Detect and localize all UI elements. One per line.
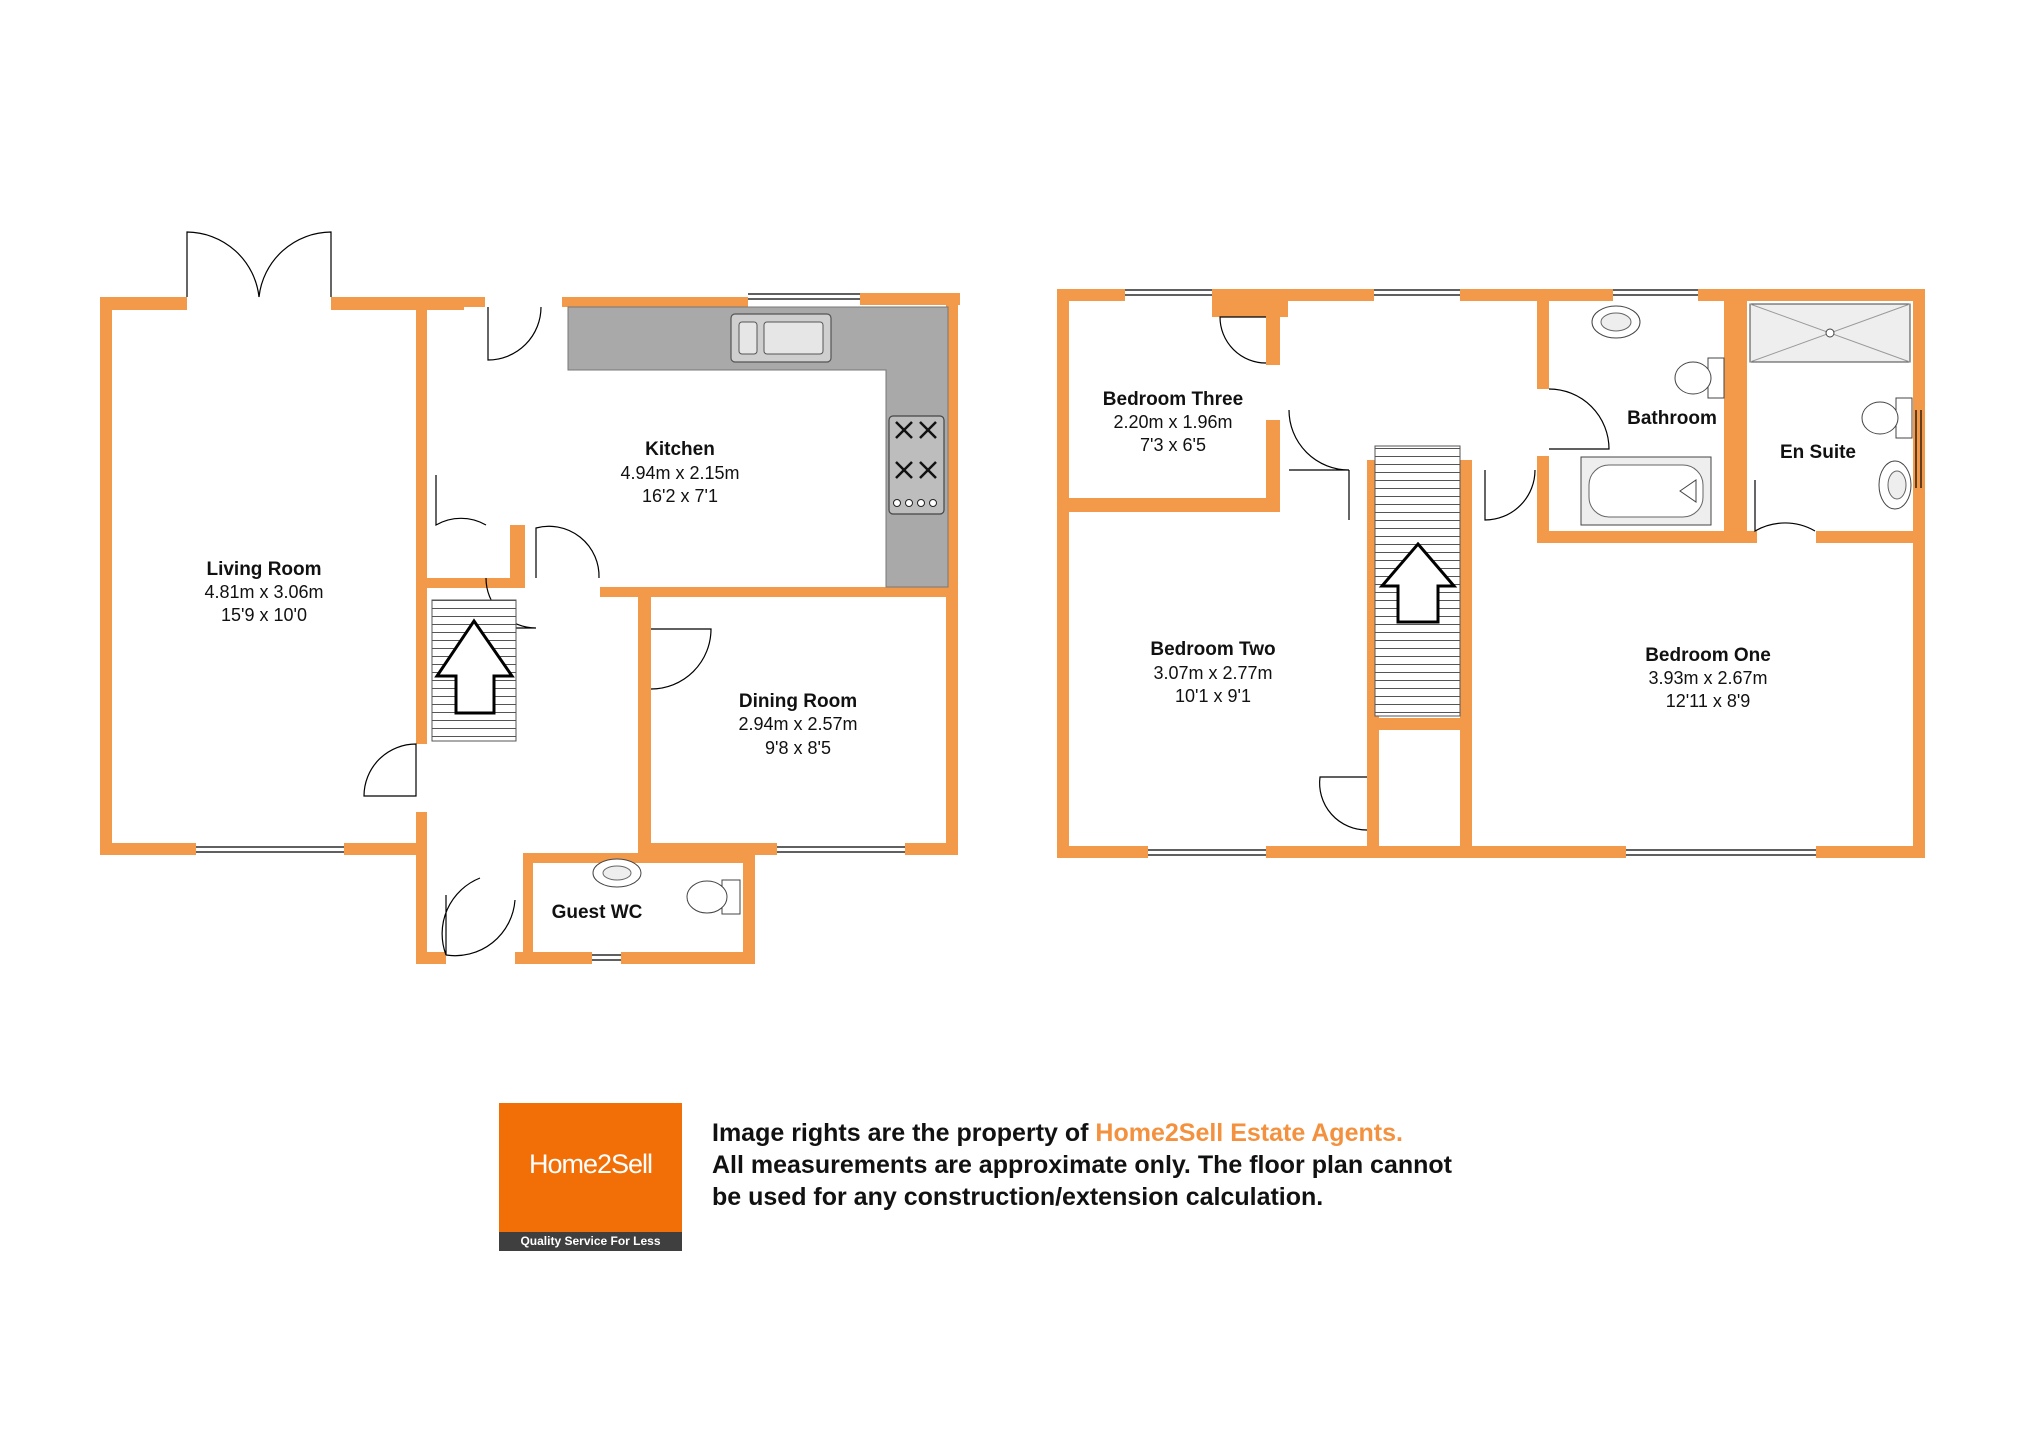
bedroom-three-imperial: 7'3 x 6'5 — [1140, 435, 1206, 455]
kitchen-imperial: 16'2 x 7'1 — [642, 486, 718, 506]
bedroom-three-label: Bedroom Three — [1102, 389, 1244, 410]
toilet-icon — [687, 880, 740, 914]
living-room-imperial: 15'9 x 10'0 — [221, 605, 307, 625]
logo-tagline: Quality Service For Less — [499, 1232, 682, 1251]
ground-floor-plan — [100, 232, 960, 964]
dining-room-label: Dining Room — [738, 691, 858, 712]
bath-icon — [1581, 457, 1711, 525]
toilet-icon — [1862, 398, 1912, 438]
bedroom-one-imperial: 12'11 x 8'9 — [1665, 691, 1751, 711]
disclaimer — [712, 1117, 1612, 1213]
bathroom-label: Bathroom — [1627, 408, 1717, 429]
dining-room-imperial: 9'8 x 8'5 — [765, 738, 831, 758]
home2sell-logo — [499, 1103, 682, 1251]
bedroom-two-label: Bedroom Two — [1150, 639, 1276, 660]
first-floor-windows — [1125, 290, 1921, 855]
first-floor-plan — [1057, 289, 1925, 858]
bedroom-three-metric: 2.20m x 1.96m — [1113, 412, 1233, 432]
kitchen-metric: 4.94m x 2.15m — [620, 463, 740, 483]
kitchen-label: Kitchen — [645, 439, 715, 460]
kitchen-counter — [568, 307, 948, 587]
dining-room-metric: 2.94m x 2.57m — [738, 714, 858, 734]
living-room-metric: 4.81m x 3.06m — [204, 582, 324, 602]
bedroom-two-metric: 3.07m x 2.77m — [1153, 663, 1273, 683]
bedroom-one-label: Bedroom One — [1645, 645, 1771, 666]
staircase-first — [1375, 446, 1460, 716]
disclaimer-brand: Home2Sell Estate Agents. — [1095, 1119, 1403, 1147]
en-suite-fittings — [1750, 304, 1912, 509]
staircase-ground — [432, 600, 516, 741]
toilet-icon — [1675, 358, 1724, 398]
bedroom-two-imperial: 10'1 x 9'1 — [1175, 686, 1251, 706]
disclaimer-line-3: be used for any construction/extension calculation. — [712, 1183, 1324, 1211]
first-floor-walls — [1057, 289, 1925, 858]
disclaimer-line-2: All measurements are approximate only. The floor plan cannot — [712, 1151, 1452, 1179]
living-room-label: Living Room — [206, 559, 322, 580]
disclaimer-line-1 — [712, 1117, 1612, 1149]
en-suite-label: En Suite — [1779, 442, 1857, 463]
bedroom-one-metric: 3.93m x 2.67m — [1648, 668, 1768, 688]
disclaimer-prefix: Image rights are the property of — [712, 1119, 1096, 1147]
logo-name: Home2Sell — [528, 1149, 653, 1179]
guest-wc-label: Guest WC — [551, 902, 643, 923]
hob-icon — [889, 416, 944, 514]
